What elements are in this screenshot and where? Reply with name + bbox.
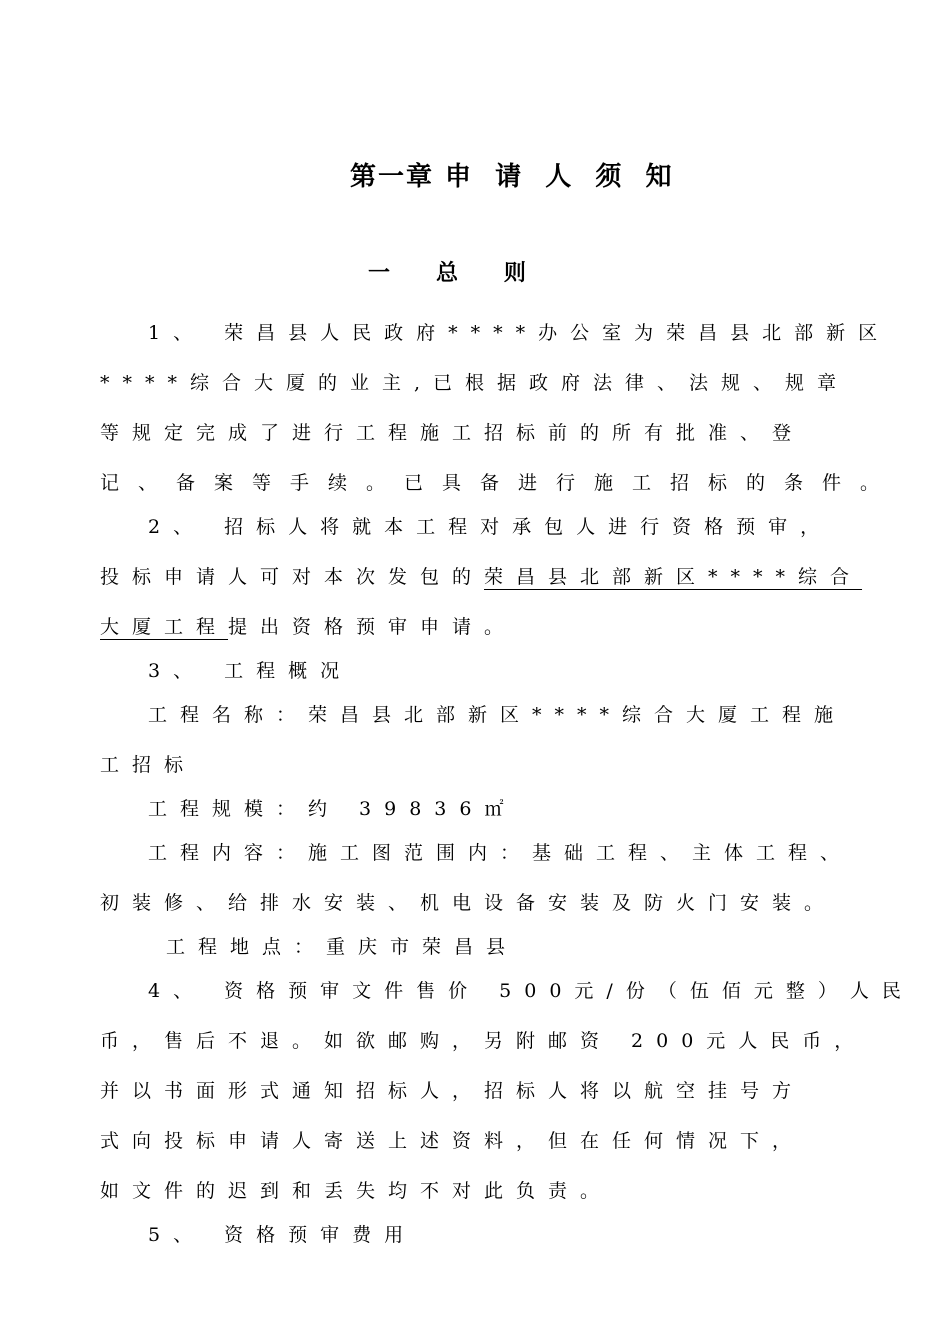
paragraph-line: 如文件的迟到和丢失均不对此负责。 xyxy=(100,1180,613,1202)
paragraph-line: 并以书面形式通知招标人，招标人将以航空挂号方 xyxy=(100,1080,805,1102)
paragraph-line: 2、 招标人将就本工程对承包人进行资格预审， xyxy=(148,516,833,538)
paragraph-line xyxy=(100,614,516,640)
paragraph-line: 式向投标申请人寄送上述资料，但在任何情况下， xyxy=(100,1130,805,1152)
paragraph-line: 币，售后不退。如欲邮购，另附邮资 200元人民币， xyxy=(100,1030,867,1052)
chapter-title: 第一章 申 请 人 须 知 xyxy=(350,162,674,192)
paragraph-line: 工招标 xyxy=(100,754,197,776)
section-heading: 一 总 则 xyxy=(368,260,526,286)
project-name-underlined: 大厦工程 xyxy=(100,616,229,638)
paragraph-line: 工程地点：重庆市荣昌县 xyxy=(166,936,519,958)
paragraph-line: 1、 荣昌县人民政府****办公室为荣昌县北部新区 xyxy=(148,322,891,344)
paragraph-line: 4、 资格预审文件售价 500元/份（伍佰元整）人民 xyxy=(148,980,914,1002)
paragraph-line: 3、 工程概况 xyxy=(148,660,353,682)
paragraph-line xyxy=(100,564,862,590)
paragraph-line: 等规定完成了进行工程施工招标前的所有批准、登 xyxy=(100,422,805,444)
text-span: 提出资格预审申请。 xyxy=(228,616,517,638)
paragraph-line: 工程名称：荣昌县北部新区****综合大厦工程施 xyxy=(148,704,847,726)
paragraph-line: 工程规模：约 39836㎡ xyxy=(148,798,517,820)
paragraph-line: 5、 资格预审费用 xyxy=(148,1224,417,1246)
project-name-underlined: 荣昌县北部新区****综合 xyxy=(484,566,863,588)
text-span: 投标申请人可对本次发包的 xyxy=(100,566,485,588)
paragraph-line: 初装修、给排水安装、机电设备安装及防火门安装。 xyxy=(100,892,837,914)
paragraph-line: 记、备案等手续。已具备进行施工招标的条件。 xyxy=(100,472,899,494)
paragraph-line: ****综合大厦的业主,已根据政府法律、法规、规章 xyxy=(100,372,850,394)
paragraph-line: 工程内容：施工图范围内：基础工程、主体工程、 xyxy=(148,842,853,864)
